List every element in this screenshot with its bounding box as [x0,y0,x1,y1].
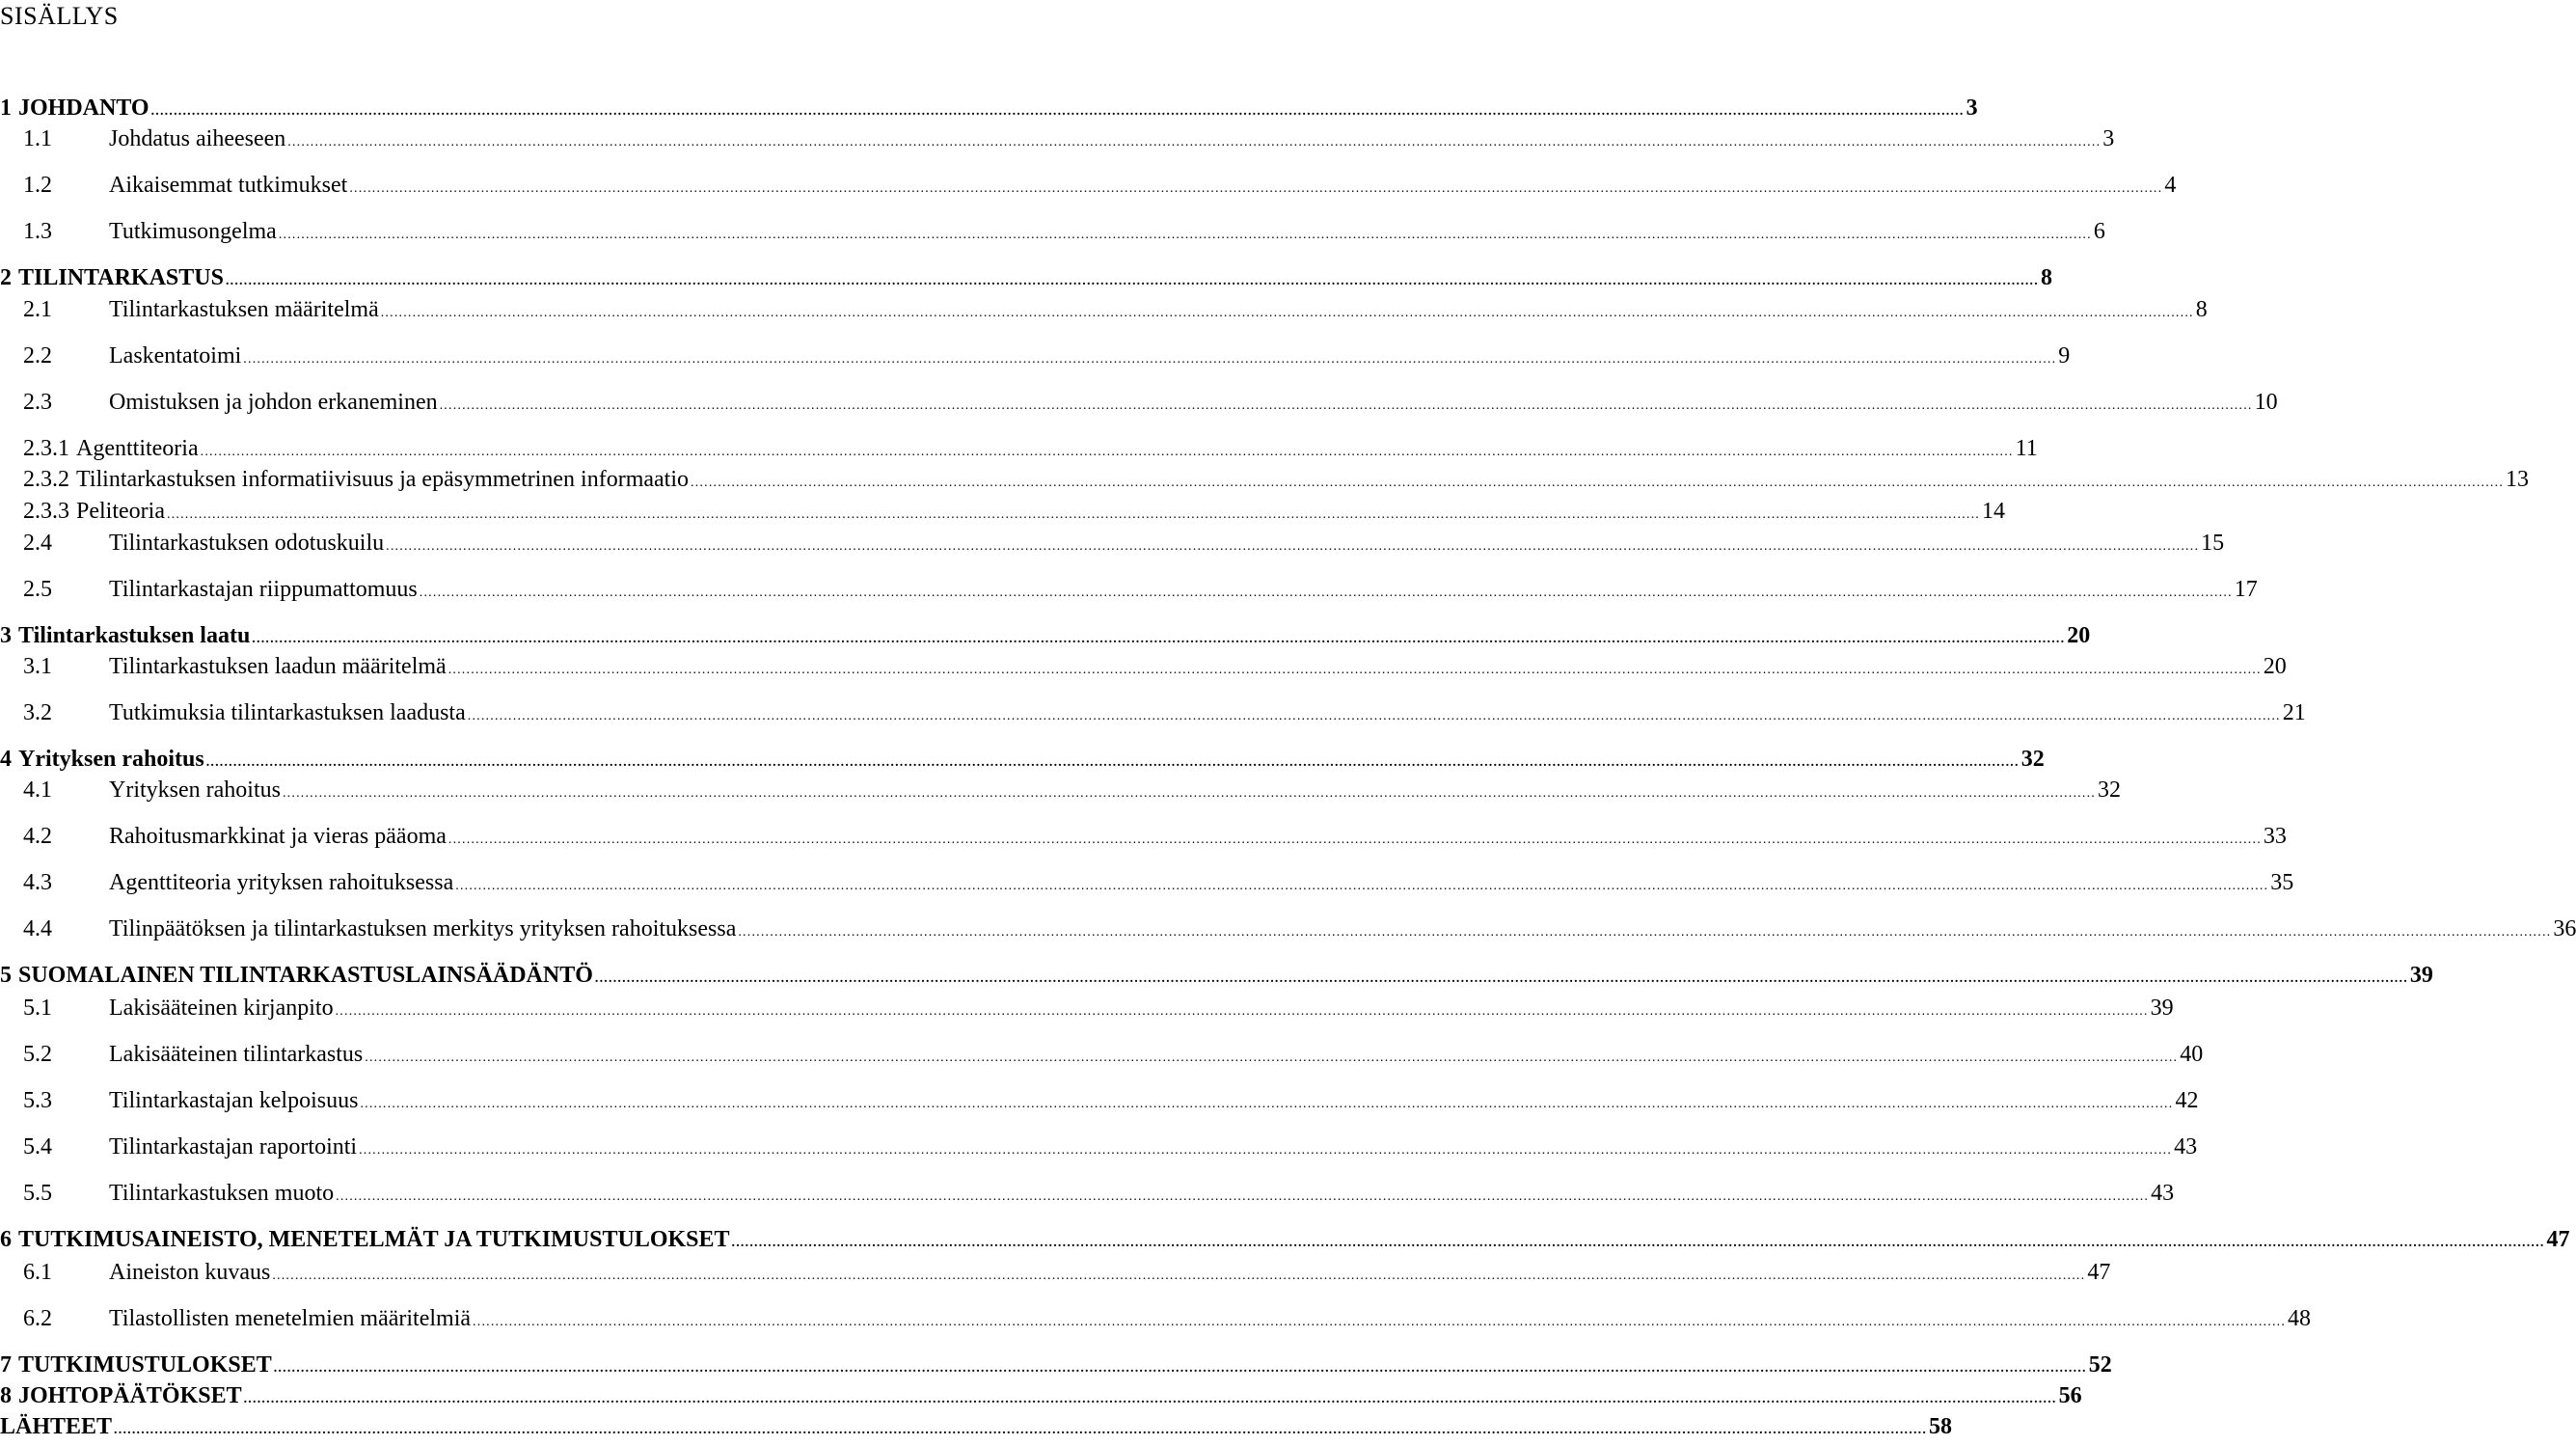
toc-entry[interactable] [0,1380,2082,1411]
toc-entry-number: 5.3 [23,1088,52,1113]
toc-leader-dots: ................................................................................................................................................................................................................................................................................................................................................................................................................ [594,971,2408,986]
toc-entry-page: 35 [2270,870,2294,895]
toc-entry-label: Tilintarkastajan riippumattomuus [109,577,418,602]
toc-leader-dots: ................................................................................................................................................................................................................................................................................................................................................................................................................ [738,925,2552,940]
toc-leader-dots: ................................................................................................................................................................................................................................................................................................................................................................................................................ [439,398,2253,413]
toc-entry-page: 20 [2067,623,2091,648]
toc-entry-page: 9 [2058,343,2071,368]
toc-leader-dots: ................................................................................................................................................................................................................................................................................................................................................................................................................ [349,181,2163,196]
toc-leader-dots: ................................................................................................................................................................................................................................................................................................................................................................................................................ [473,1315,2287,1329]
toc-entry-label: TILINTARKASTUS [18,265,224,290]
toc-entry-page: 11 [2015,436,2038,461]
toc-entry-number: 5 [0,963,12,988]
toc-entry-number: 3 [0,623,12,648]
toc-entry-number: 3.1 [23,654,52,679]
toc-entry-number: 4.3 [23,870,52,895]
toc-leader-dots: ................................................................................................................................................................................................................................................................................................................................................................................................................ [273,1361,2087,1376]
toc-entry-label: Tilintarkastuksen muoto [109,1181,335,1206]
toc-entry-number: 5.5 [23,1181,52,1206]
toc-entry-number: 2.5 [23,577,52,602]
toc-leader-dots: ................................................................................................................................................................................................................................................................................................................................................................................................................ [243,1392,2057,1406]
toc-entry-label: Tutkimuksia tilintarkastuksen laadusta [109,700,466,725]
toc-entry-page: 6 [2093,219,2105,244]
toc-leader-dots: ................................................................................................................................................................................................................................................................................................................................................................................................................ [455,879,2269,893]
toc-entry-number: 8 [0,1383,12,1408]
toc-entry[interactable] [0,1132,2198,1162]
toc-leader-dots: ................................................................................................................................................................................................................................................................................................................................................................................................................ [252,632,2066,646]
toc-entry-page: 21 [2282,700,2306,725]
toc-entry-number: 2 [0,265,12,290]
toc-entry-number: 2.2 [23,343,52,368]
toc-entry-number: 5.2 [23,1042,52,1067]
toc-entry-label: Johdatus aiheeseen [109,126,286,151]
toc-entry-page: 3 [1966,95,1978,121]
toc-entry-label: Tutkimusongelma [109,219,277,244]
toc-entry-label: Yrityksen rahoitus [18,747,204,772]
toc-entry-number: 6.1 [23,1260,52,1285]
toc-entry[interactable] [0,1039,2204,1070]
toc-entry-page: 15 [2201,531,2225,556]
toc-entry-number: 5.4 [23,1134,52,1160]
toc-entry-label: Peliteoria [76,499,165,524]
toc-leader-dots: ................................................................................................................................................................................................................................................................................................................................................................................................................ [278,228,2092,242]
toc-entry[interactable] [0,170,2177,201]
toc-entry[interactable] [0,1178,2175,1209]
toc-entry-number: 3.2 [23,700,52,725]
toc-entry[interactable] [0,821,2287,852]
toc-leader-dots: ................................................................................................................................................................................................................................................................................................................................................................................................................ [419,586,2233,600]
toc-entry-page: 4 [2164,173,2177,198]
toc-entry[interactable] [0,341,2071,371]
toc-entry-label: TUTKIMUSTULOKSET [18,1352,272,1378]
toc-entry-page: 47 [2087,1260,2111,1285]
toc-entry[interactable] [0,1303,2312,1334]
toc-entry[interactable] [0,697,2306,728]
toc-entry-label: Tilintarkastajan raportointi [109,1134,358,1160]
toc-entry[interactable] [0,620,2091,651]
toc-entry-page: 42 [2175,1088,2199,1113]
toc-entry[interactable] [0,387,2278,418]
toc-leader-dots: ................................................................................................................................................................................................................................................................................................................................................................................................................ [114,1423,1928,1437]
toc-entry[interactable] [0,528,2225,559]
toc-entry-number: 2.3 [23,390,52,415]
toc-entry[interactable] [0,93,1978,123]
toc-leader-dots: ................................................................................................................................................................................................................................................................................................................................................................................................................ [272,1269,2086,1283]
toc-entry-label: Tilintarkastajan kelpoisuus [109,1088,359,1113]
toc-entry[interactable] [0,216,2105,247]
toc-entry[interactable] [0,993,2174,1023]
toc-leader-dots: ................................................................................................................................................................................................................................................................................................................................................................................................................ [447,663,2262,677]
toc-entry[interactable] [0,1085,2199,1116]
toc-leader-dots: ................................................................................................................................................................................................................................................................................................................................................................................................................ [243,352,2057,367]
toc-entry[interactable] [0,744,2045,775]
toc-entry-page: 40 [2180,1042,2204,1067]
toc-entry-label: Aikaisemmat tutkimukset [109,173,348,198]
toc-entry[interactable] [0,123,2115,154]
toc-entry-label: JOHTOPÄÄTÖKSET [18,1383,242,1408]
toc-entry-number: 4.1 [23,778,52,803]
toc-entry-number: 1.1 [23,126,52,151]
toc-entry-number: 5.1 [23,996,52,1021]
toc-entry-label: Aineiston kuvaus [109,1260,271,1285]
toc-leader-dots: ................................................................................................................................................................................................................................................................................................................................................................................................................ [386,539,2200,554]
toc-entry-number: 2.3.2 [23,467,69,492]
toc-entry-page: 48 [2288,1306,2312,1331]
toc-leader-dots: ................................................................................................................................................................................................................................................................................................................................................................................................................ [731,1236,2545,1250]
toc-entry[interactable] [0,574,2258,605]
toc-entry-label: Tilintarkastuksen laadun määritelmä [109,654,447,679]
toc-entry-label: Agenttiteoria yrityksen rahoituksessa [109,870,454,895]
toc-entry[interactable] [0,294,2208,325]
toc-entry-label: JOHDANTO [18,95,149,121]
toc-leader-dots: ................................................................................................................................................................................................................................................................................................................................................................................................................ [365,1050,2179,1065]
toc-entry-label: Laskentatoimi [109,343,242,368]
toc-leader-dots: ................................................................................................................................................................................................................................................................................................................................................................................................................ [447,832,2262,847]
toc-entry-page: 36 [2553,916,2576,941]
toc-leader-dots: ................................................................................................................................................................................................................................................................................................................................................................................................................ [335,1004,2149,1019]
toc-entry-number: 4.2 [23,824,52,849]
toc-entry-number: 4 [0,747,12,772]
toc-entry-page: 33 [2263,824,2287,849]
toc-entry-page: 8 [2040,265,2052,290]
toc-entry-number: 6.2 [23,1306,52,1331]
toc-entry-number: 1 [0,95,12,121]
toc-entry[interactable] [0,651,2287,682]
toc-entry[interactable] [0,775,2121,805]
toc-entry-label: Tilintarkastuksen odotuskuilu [109,531,385,556]
toc-entry-page: 58 [1929,1414,1953,1439]
toc-leader-dots: ................................................................................................................................................................................................................................................................................................................................................................................................................ [287,135,2101,150]
toc-entry-number: 1.3 [23,219,52,244]
toc-entry-page: 52 [2088,1352,2112,1378]
toc-leader-dots: ................................................................................................................................................................................................................................................................................................................................................................................................................ [359,1143,2173,1158]
toc-entry-number: 2.1 [23,297,52,322]
toc-entry-label: LÄHTEET [0,1414,113,1439]
toc-entry-number: 2.3.1 [23,436,69,461]
toc-entry-label: Yrityksen rahoitus [109,778,281,803]
toc-entry[interactable] [0,262,2052,293]
toc-entry-page: 3 [2102,126,2115,151]
toc-entry[interactable] [0,1411,1953,1442]
page-title: SISÄLLYS [0,2,119,30]
toc-entry[interactable] [0,464,2530,495]
toc-entry-number: 6 [0,1227,12,1252]
toc-leader-dots: ................................................................................................................................................................................................................................................................................................................................................................................................................ [150,104,1965,119]
toc-entry-label: TUTKIMUSAINEISTO, MENETELMÄT JA TUTKIMUSTULOKSET [18,1227,730,1252]
toc-entry-number: 1.2 [23,173,52,198]
toc-leader-dots: ................................................................................................................................................................................................................................................................................................................................................................................................................ [282,786,2096,801]
toc-entry-page: 14 [1981,499,2005,524]
toc-entry-page: 43 [2151,1181,2175,1206]
toc-entry[interactable] [0,496,2005,527]
toc-entry-page: 20 [2263,654,2287,679]
toc-leader-dots: ................................................................................................................................................................................................................................................................................................................................................................................................................ [360,1097,2174,1111]
toc-entry-label: SUOMALAINEN TILINTARKASTUSLAINSÄÄDÄNTÖ [18,963,593,988]
toc-entry-label: Omistuksen ja johdon erkaneminen [109,390,438,415]
toc-entry-page: 13 [2506,467,2530,492]
toc-leader-dots: ................................................................................................................................................................................................................................................................................................................................................................................................................ [225,274,2039,288]
toc-entry[interactable] [0,433,2038,464]
toc-leader-dots: ................................................................................................................................................................................................................................................................................................................................................................................................................ [467,709,2281,723]
toc-entry[interactable] [0,867,2294,898]
toc-entry-label: Agenttiteoria [76,436,199,461]
toc-entry-label: Tilastollisten menetelmien määritelmiä [109,1306,472,1331]
toc-entry-page: 17 [2234,577,2258,602]
toc-entry-number: 2.3.3 [23,499,69,524]
toc-entry-label: Tilinpäätöksen ja tilintarkastuksen merkitys yrityksen rahoituksessa [109,916,737,941]
toc-entry-page: 32 [2020,747,2045,772]
toc-leader-dots: ................................................................................................................................................................................................................................................................................................................................................................................................................ [336,1189,2150,1204]
toc-entry-label: Tilintarkastuksen laatu [18,623,251,648]
toc-leader-dots: ................................................................................................................................................................................................................................................................................................................................................................................................................ [205,755,2020,770]
toc-entry-label: Lakisääteinen tilintarkastus [109,1042,364,1067]
toc-leader-dots: ................................................................................................................................................................................................................................................................................................................................................................................................................ [691,476,2505,490]
toc-entry-page: 43 [2174,1134,2198,1160]
toc-entry-page: 8 [2195,297,2208,322]
toc-entry[interactable] [0,914,2576,944]
toc-entry-label: Lakisääteinen kirjanpito [109,996,334,1021]
toc-entry[interactable] [0,1350,2112,1380]
toc-entry-number: 2.4 [23,531,52,556]
toc-entry[interactable] [0,1224,2570,1255]
toc-entry-page: 10 [2254,390,2278,415]
toc-entry-label: Tilintarkastuksen informatiivisuus ja epäsymmetrinen informaatio [76,467,690,492]
toc-entry-page: 39 [2409,963,2433,988]
toc-leader-dots: ................................................................................................................................................................................................................................................................................................................................................................................................................ [380,306,2194,320]
toc-entry-page: 47 [2546,1227,2570,1252]
toc-entry-page: 56 [2058,1383,2082,1408]
toc-entry-page: 32 [2097,778,2121,803]
toc-entry-label: Tilintarkastuksen määritelmä [109,297,379,322]
toc-leader-dots: ................................................................................................................................................................................................................................................................................................................................................................................................................ [166,507,1980,522]
toc-entry[interactable] [0,960,2433,991]
toc-leader-dots: ................................................................................................................................................................................................................................................................................................................................................................................................................ [200,445,2014,459]
toc-entry-label: Rahoitusmarkkinat ja vieras pääoma [109,824,447,849]
toc-entry[interactable] [0,1257,2111,1288]
toc-entry-number: 7 [0,1352,12,1378]
toc-entry-page: 39 [2150,996,2174,1021]
toc-entry-number: 4.4 [23,916,52,941]
